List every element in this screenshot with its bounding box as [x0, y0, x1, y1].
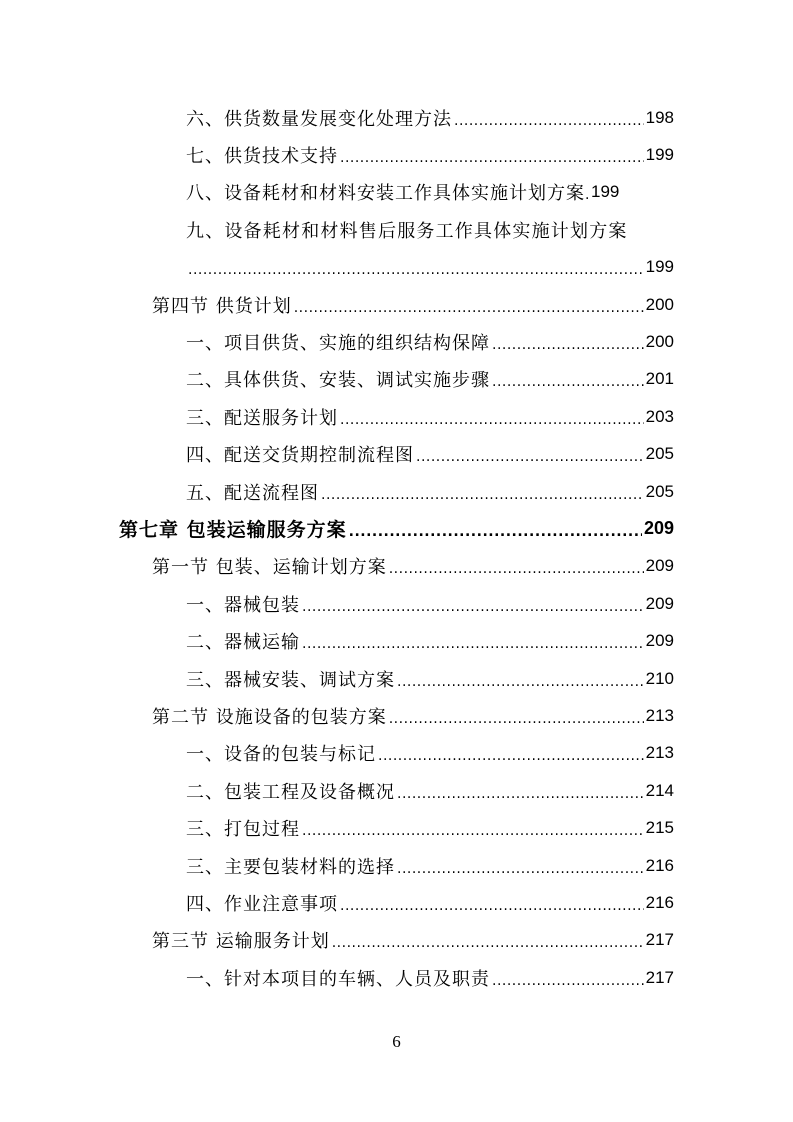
toc-entry[interactable]	[0, 510, 793, 547]
toc-dot-leader	[492, 338, 644, 352]
table-of-contents	[0, 99, 793, 996]
toc-entry-page-number: 201	[645, 369, 674, 389]
toc-entry[interactable]	[0, 697, 793, 734]
toc-dot-leader	[302, 600, 644, 614]
toc-entry[interactable]	[0, 436, 793, 473]
toc-dot-leader	[349, 525, 642, 539]
toc-entry[interactable]	[0, 323, 793, 360]
toc-entry[interactable]	[0, 660, 793, 697]
toc-dot-leader	[294, 301, 644, 315]
toc-entry-title: 四、配送交货期控制流程图	[186, 445, 414, 467]
toc-entry[interactable]	[0, 884, 793, 921]
toc-entry[interactable]	[0, 548, 793, 585]
toc-dot-leader	[389, 562, 644, 576]
toc-entry[interactable]	[0, 735, 793, 772]
toc-entry[interactable]	[0, 847, 793, 884]
toc-entry-title: 一、器械包装	[186, 594, 300, 616]
toc-entry-title: 二、包装工程及设备概况	[186, 781, 395, 803]
toc-entry-title: 二、具体供货、安装、调试实施步骤	[186, 370, 490, 392]
toc-entry-page-number: 199	[591, 182, 620, 202]
toc-entry-page-number: 198	[645, 107, 674, 127]
toc-entry-title: 八、设备耗材和材料安装工作具体实施计划方案	[186, 183, 585, 205]
toc-dot-leader	[397, 862, 644, 876]
toc-entry[interactable]	[0, 622, 793, 659]
toc-entry-page-number: 200	[645, 332, 674, 352]
toc-entry[interactable]	[0, 174, 793, 211]
toc-entry-page-number: 216	[645, 892, 674, 912]
toc-dot-leader	[585, 188, 591, 202]
toc-entry[interactable]	[0, 585, 793, 622]
page-number-footer: 6	[392, 1032, 401, 1051]
toc-dot-leader	[302, 637, 644, 651]
toc-entry-page-number: 200	[645, 294, 674, 314]
toc-entry[interactable]	[0, 361, 793, 398]
toc-entry-page-number: 209	[645, 593, 674, 613]
toc-entry-title: 六、供货数量发展变化处理方法	[186, 108, 452, 130]
toc-entry-page-number: 205	[645, 481, 674, 501]
toc-entry-title: 七、供货技术支持	[186, 146, 338, 168]
toc-entry-page-number: 209	[643, 518, 674, 539]
toc-entry-title: 第三节 运输服务计划	[152, 931, 330, 953]
toc-entry-page-number: 217	[645, 967, 674, 987]
toc-dot-leader	[340, 413, 644, 427]
toc-dot-leader	[416, 450, 644, 464]
toc-entry-page-number: 210	[645, 668, 674, 688]
toc-entry-page-number: 205	[645, 444, 674, 464]
toc-dot-leader	[389, 712, 644, 726]
toc-entry-page-number: 217	[645, 930, 674, 950]
toc-dot-leader	[492, 974, 644, 988]
toc-dot-leader	[332, 936, 644, 950]
toc-entry-page-number: 215	[645, 818, 674, 838]
toc-entry-title: 一、设备的包装与标记	[186, 744, 376, 766]
toc-entry-page-number: 199	[645, 257, 674, 277]
toc-entry-page-number: 214	[645, 780, 674, 800]
toc-dot-leader	[340, 151, 644, 165]
toc-entry-title: 一、项目供货、实施的组织结构保障	[186, 333, 490, 355]
toc-entry[interactable]	[0, 772, 793, 809]
toc-entry[interactable]	[0, 959, 793, 996]
toc-entry-title: 第一节 包装、运输计划方案	[152, 557, 387, 579]
toc-entry-title: 三、主要包装材料的选择	[186, 856, 395, 878]
toc-entry[interactable]	[0, 136, 793, 173]
toc-entry-page-number: 216	[645, 855, 674, 875]
toc-entry-title: 第七章 包装运输服务方案	[119, 519, 347, 542]
toc-entry-page-number: 213	[645, 705, 674, 725]
toc-entry-title: 第四节 供货计划	[152, 295, 292, 317]
toc-dot-leader	[340, 899, 644, 913]
toc-entry[interactable]	[0, 249, 793, 286]
toc-entry[interactable]	[0, 398, 793, 435]
toc-entry-page-number: 203	[645, 406, 674, 426]
toc-dot-leader	[188, 263, 644, 277]
toc-entry-title: 九、设备耗材和材料售后服务工作具体实施计划方案	[186, 220, 628, 242]
toc-entry[interactable]	[0, 473, 793, 510]
toc-entry[interactable]	[0, 922, 793, 959]
toc-entry[interactable]	[0, 809, 793, 846]
toc-entry-title: 三、打包过程	[186, 819, 300, 841]
toc-entry-title: 三、器械安装、调试方案	[186, 669, 395, 691]
toc-entry-title: 第二节 设施设备的包装方案	[152, 706, 387, 728]
toc-dot-leader	[321, 488, 644, 502]
toc-entry[interactable]	[0, 211, 793, 248]
toc-entry-title: 五、配送流程图	[186, 482, 319, 504]
toc-dot-leader	[302, 824, 644, 838]
toc-entry-page-number: 209	[645, 556, 674, 576]
toc-dot-leader	[378, 749, 644, 763]
toc-entry[interactable]	[0, 99, 793, 136]
toc-entry-title: 二、器械运输	[186, 632, 300, 654]
toc-entry-title: 四、作业注意事项	[186, 893, 338, 915]
toc-entry-page-number: 213	[645, 743, 674, 763]
toc-entry-page-number: 209	[645, 631, 674, 651]
toc-dot-leader	[492, 375, 644, 389]
toc-entry-page-number: 199	[645, 145, 674, 165]
toc-entry[interactable]	[0, 286, 793, 323]
toc-dot-leader	[397, 675, 644, 689]
toc-dot-leader	[454, 114, 644, 128]
toc-entry-title: 一、针对本项目的车辆、人员及职责	[186, 968, 490, 990]
toc-entry-title: 三、配送服务计划	[186, 407, 338, 429]
toc-dot-leader	[397, 787, 644, 801]
